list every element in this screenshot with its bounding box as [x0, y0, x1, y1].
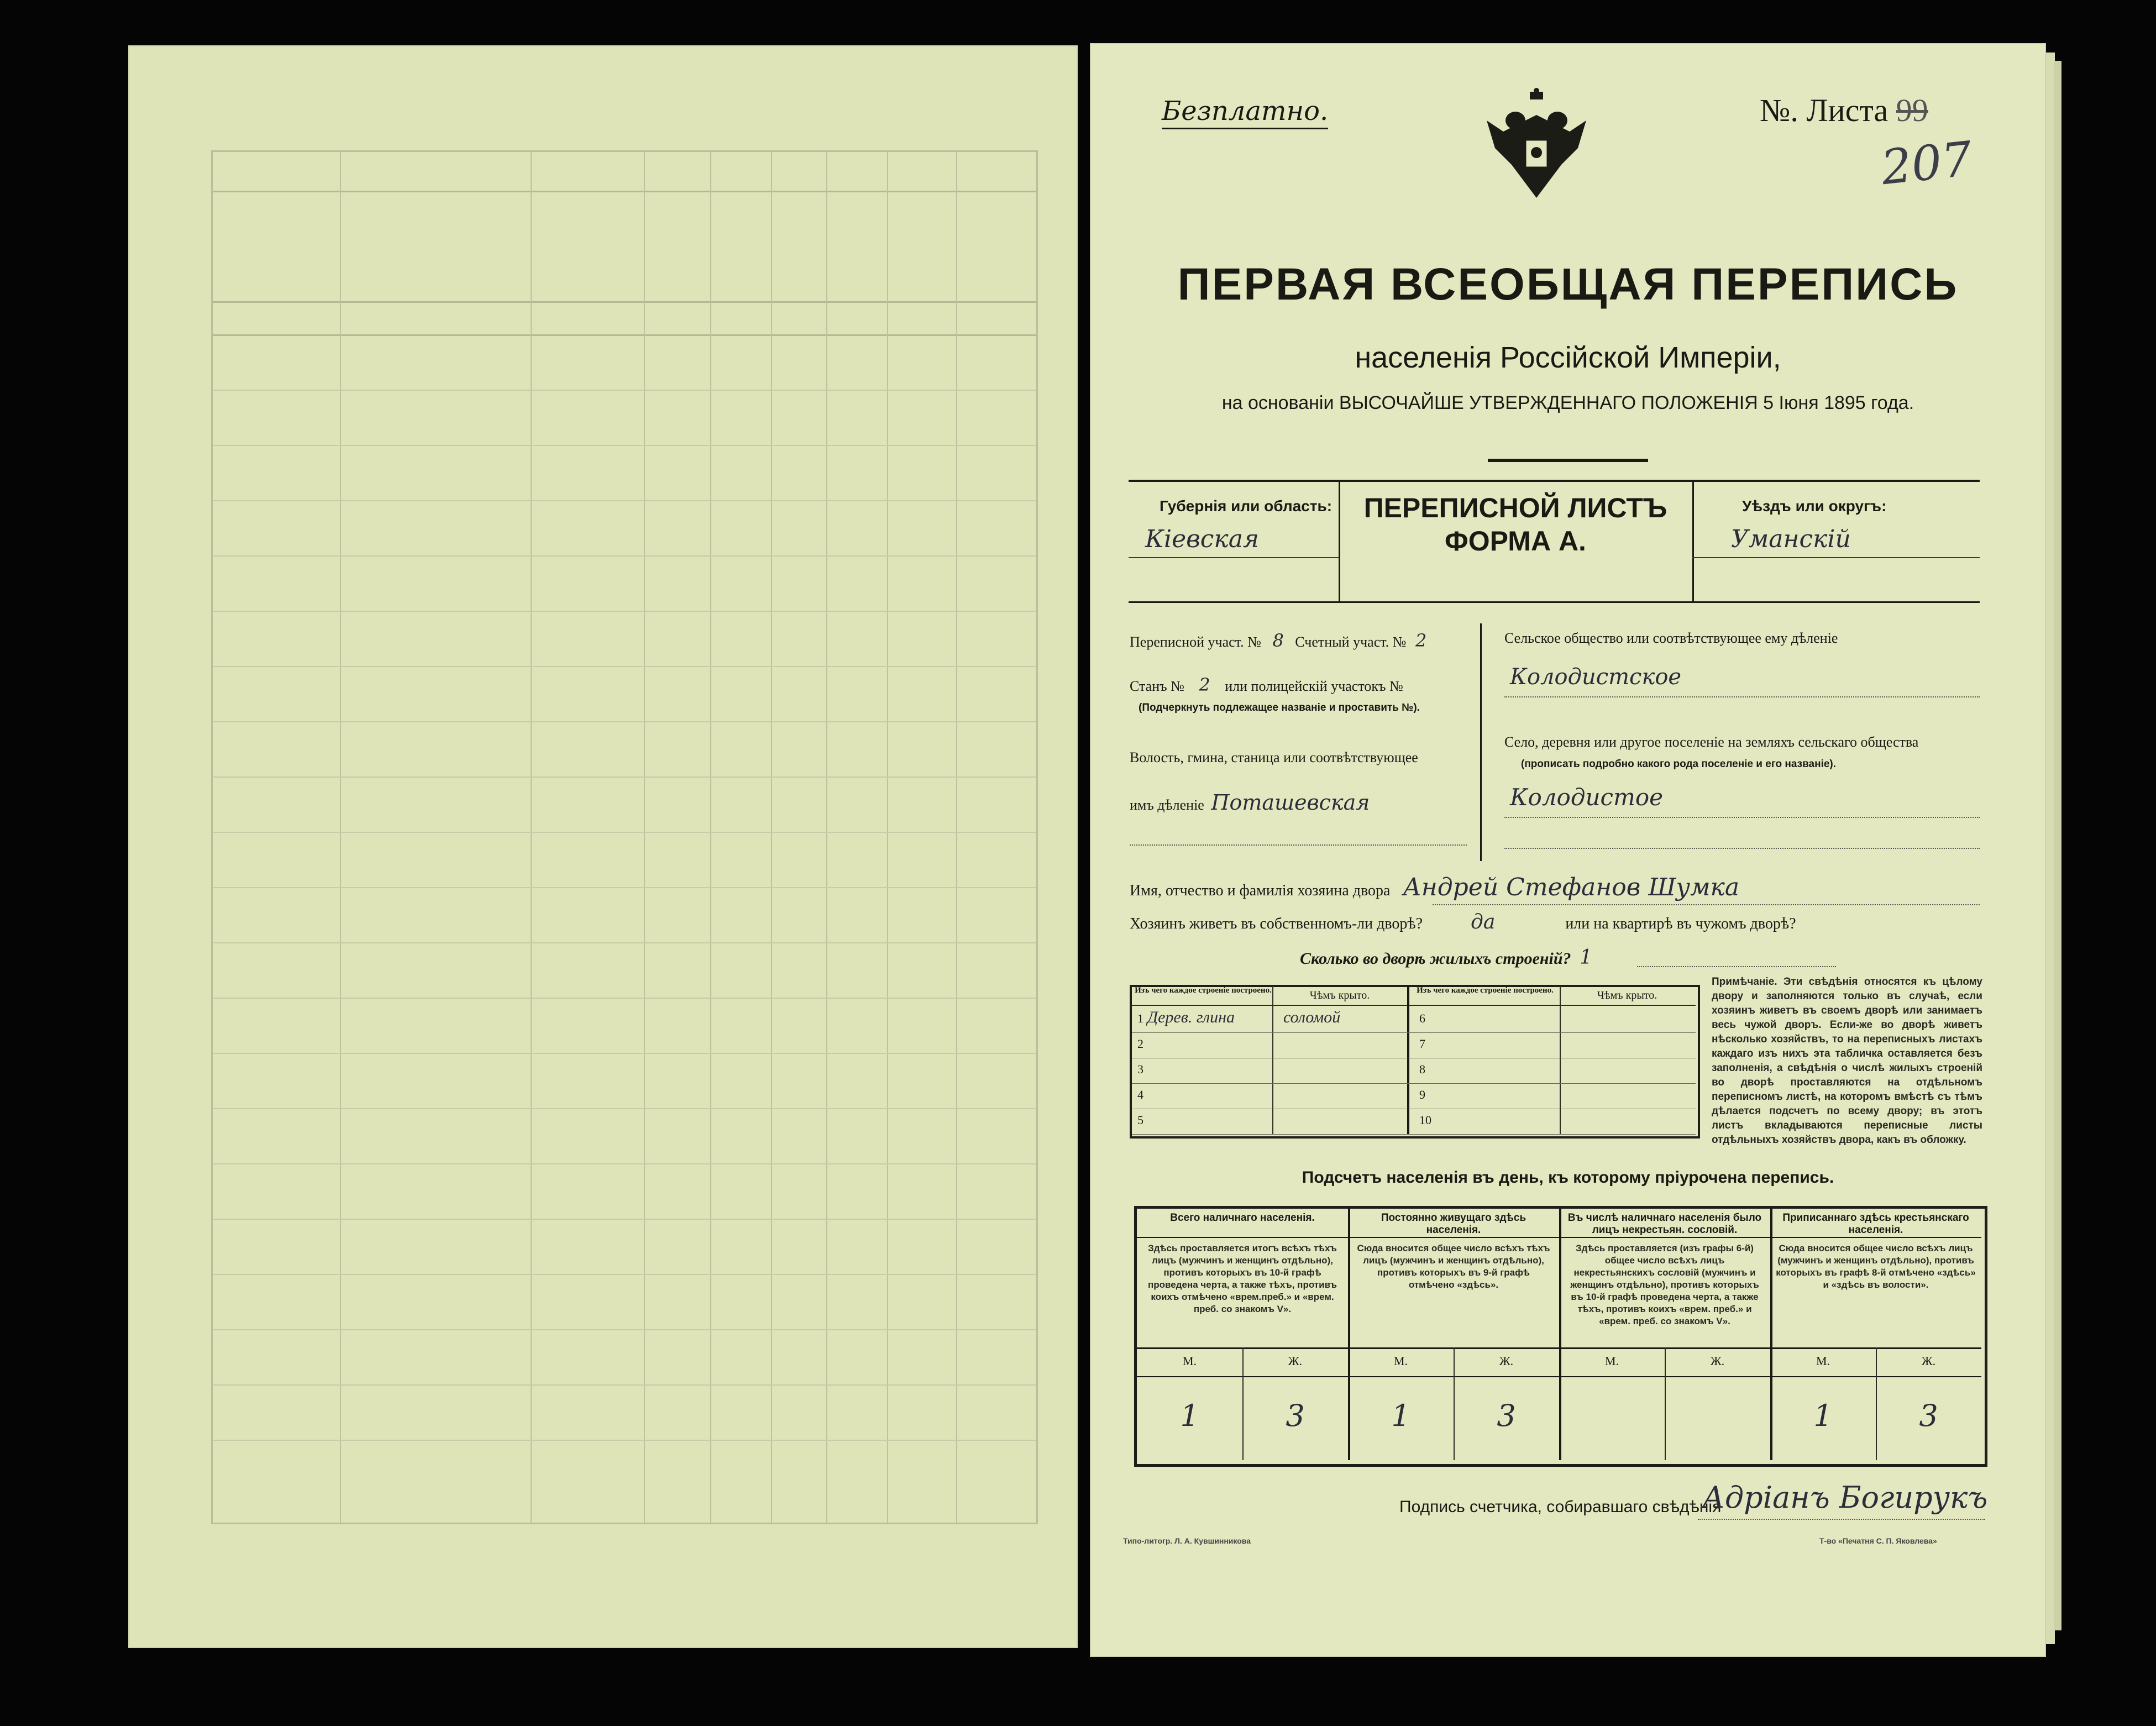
sheet-number-label: №. Листа 99 [1760, 92, 1928, 128]
district-label: Уѣздъ или округъ: [1742, 497, 1887, 515]
left-page [128, 45, 1078, 1648]
society-label: Сельское общество или соотвѣтствующее ему дѣленіе [1504, 630, 1838, 646]
village-note: (прописать подробно какого рода поселеніе и его названіе). [1521, 758, 1837, 770]
footer-printer-left: Типо-литогр. Л. А. Кувшинникова [1123, 1536, 1251, 1545]
buildings-row-number: 4 [1137, 1088, 1143, 1101]
paper-stack-edge [2054, 61, 2061, 1630]
right-page [1090, 43, 2046, 1657]
summary-group-desc: Здѣсь проставляется итогъ всѣхъ тѣхъ лицъ (мужчинъ и женщинъ отдѣльно), противъ которыхъ въ 10-й графѣ проведена черта, а также тѣхъ, противъ коихъ отмѣчено «врем.преб.» и «врем. преб. со знакомъ V». [1148, 1243, 1337, 1314]
buildings-row-number: 1 [1137, 1011, 1143, 1025]
field-divider [1480, 623, 1482, 861]
form-title-2: ФОРМА А. [1445, 526, 1586, 557]
form-basis: на основаніи ВЫСОЧАЙШЕ УТВЕРЖДЕННАГО ПОЛОЖЕНІЯ 5 Іюня 1895 года. [1221, 392, 1914, 413]
buildings-row-line [1132, 1083, 1696, 1084]
village-value: Колодистое [1510, 784, 1663, 811]
summary-m-value: 1 [1813, 1398, 1833, 1433]
summary-title: Подсчетъ населенія въ день, къ которому пріурочена перепись. [1302, 1168, 1834, 1187]
sheet-old-number: 99 [1896, 92, 1928, 128]
own-yard-value: да [1471, 911, 1496, 933]
buildings-row-number: 9 [1419, 1088, 1425, 1101]
col-built-header-right: Изъ чего каждое строеніе построено. [1417, 986, 1554, 995]
summary-group-head: Приписаннаго здѣсь крестьянскаго населенія. [1782, 1212, 1969, 1236]
summary-f-value: 3 [1919, 1398, 1938, 1433]
signature-value: Адріанъ Богирукъ [1702, 1480, 1988, 1515]
summary-f-label: Ж. [1499, 1354, 1514, 1368]
buildings-row-line [1132, 1134, 1696, 1135]
buildings-value: 1 [1580, 946, 1592, 969]
summary-m-value: 1 [1391, 1398, 1410, 1433]
summary-m-label: М. [1393, 1354, 1408, 1368]
volost-row: имъ дѣленіе Поташевская [1130, 790, 1370, 815]
summary-f-label: Ж. [1710, 1354, 1725, 1368]
buildings-row-number: 6 [1419, 1011, 1425, 1025]
summary-m-value: 1 [1180, 1398, 1199, 1433]
summary-m-label: М. [1604, 1354, 1619, 1368]
form-subtitle: населенія Россійской Имперіи, [1355, 341, 1781, 374]
col-built-header-left: Изъ чего каждое строеніе построено. [1135, 986, 1272, 995]
summary-m-label: М. [1816, 1354, 1830, 1368]
buildings-row-number: 8 [1419, 1062, 1425, 1076]
imperial-eagle-emblem [1481, 87, 1592, 209]
volost-label: Волость, гмина, станица или соотвѣтствующее [1130, 749, 1418, 765]
buildings-row: Сколько во дворѣ жилыхъ строеній? 1 [1300, 946, 1592, 969]
form-title: ПЕРВАЯ ВСЕОБЩАЯ ПЕРЕПИСЬ [1177, 259, 1959, 309]
buildings-row-number: 3 [1137, 1062, 1143, 1076]
society-value: Колодистское [1510, 664, 1682, 690]
buildings-row-number: 2 [1137, 1037, 1143, 1051]
province-value: Кіевская [1145, 525, 1260, 553]
footer-printer-right: Т-во «Печатня С. П. Яковлева» [1819, 1536, 1937, 1545]
buildings-row-roof: соломой [1283, 1008, 1341, 1026]
title-divider [1488, 459, 1648, 462]
summary-group-head: Постоянно живущаго здѣсь населенія. [1381, 1212, 1526, 1236]
own-yard-row: Хозяинъ живетъ въ собственномъ-ли дворѣ? да или на квартирѣ въ чужомъ дворѣ? [1130, 911, 1796, 933]
free-label: Безплатно. [1162, 96, 1328, 129]
census-section-row: Переписной участ. № 8 Счетный участ. № 2 [1130, 630, 1427, 651]
summary-f-label: Ж. [1288, 1354, 1303, 1368]
buildings-row-built: Дерев. глина [1147, 1008, 1235, 1026]
summary-group-head: Всего наличнаго населенія. [1170, 1212, 1315, 1224]
owner-value: Андрей Стефанов Шумка [1403, 873, 1740, 901]
signature-row: Подпись счетчика, собиравшаго свѣдѣнія [1399, 1498, 1722, 1516]
sheet-number-handwritten: 207 [1879, 131, 1975, 196]
summary-group-divider [1559, 1209, 1561, 1460]
buildings-row-number: 10 [1419, 1113, 1431, 1127]
summary-group-desc: Сюда вносится общее число всѣхъ лицъ (мужчинъ и женщинъ отдѣльно), противъ которыхъ въ графѣ 8-й отмѣчено «здѣсь» и «здѣсь въ волости». [1776, 1243, 1976, 1290]
summary-group-head: Въ числѣ наличнаго населенія было лицъ некрестьян. сословій. [1567, 1212, 1762, 1236]
buildings-row-line [1132, 1032, 1696, 1033]
stan-row: Станъ № 2 или полицейскій участокъ № [1130, 674, 1403, 695]
owner-row: Имя, отчество и фамилія хозяина двора Андрей Стефанов Шумка [1130, 873, 1740, 901]
district-value: Уманскій [1731, 525, 1851, 553]
summary-group-desc: Сюда вносится общее число всѣхъ тѣхъ лицъ (мужчинъ и женщинъ отдѣльно), противъ которыхъ въ 9-й графѣ отмѣчено «здѣсь». [1357, 1243, 1550, 1290]
stan-value: 2 [1199, 674, 1210, 695]
underline-note: (Подчеркнуть подлежащее названіе и проставить №). [1139, 702, 1420, 714]
summary-f-label: Ж. [1921, 1354, 1936, 1368]
buildings-row-number: 7 [1419, 1037, 1425, 1051]
census-section-value: 8 [1272, 630, 1284, 651]
count-section-value: 2 [1415, 630, 1427, 651]
form-title-1: ПЕРЕПИСНОЙ ЛИСТЪ [1363, 492, 1667, 523]
summary-f-value: 3 [1286, 1398, 1305, 1433]
summary-group-desc: Здѣсь проставляется (изъ графы 6-й) общее число всѣхъ лицъ некрестьянскихъ сословій (мужчинъ и женщинъ отдѣльно), противъ которыхъ въ 10-й графѣ проведена черта, а также тѣхъ, противъ коихъ «врем. преб.» и «врем. преб. со знакомъ V». [1570, 1243, 1759, 1326]
village-label: Село, деревня или другое поселеніе на земляхъ сельскаго общества [1504, 734, 1919, 750]
summary-f-value: 3 [1497, 1398, 1516, 1433]
summary-m-label: М. [1182, 1354, 1197, 1368]
buildings-note: Примѣчаніе. Эти свѣдѣнія относятся къ цѣлому двору и заполняются только въ случаѣ, если хозяинъ живетъ въ своемъ дворѣ или занимаетъ весь чужой дворъ. Если-же во дворѣ живетъ нѣсколько хозяйствъ, то на переписныхъ листахъ каждаго изъ нихъ эта табличка оставляется безъ заполненія, а свѣдѣнія о числѣ жилыхъ строеній во дворѣ проставляются на отдѣльномъ переписномъ листѣ, на которомъ вмѣстѣ съ тѣмъ дѣлается подсчетъ по всему двору; въ этотъ листъ вкладываются переписные листы отдѣльныхъ хозяйствъ двора, какъ въ обложку. [1712, 976, 1982, 1146]
province-label: Губернія или область: [1160, 497, 1333, 515]
col-roof-header-right: Чѣмъ крыто. [1597, 989, 1657, 1001]
volost-value: Поташевская [1211, 790, 1370, 815]
col-roof-header-left: Чѣмъ крыто. [1309, 989, 1370, 1001]
faint-ruled-table [211, 150, 1038, 1524]
buildings-row-number: 5 [1137, 1113, 1143, 1127]
